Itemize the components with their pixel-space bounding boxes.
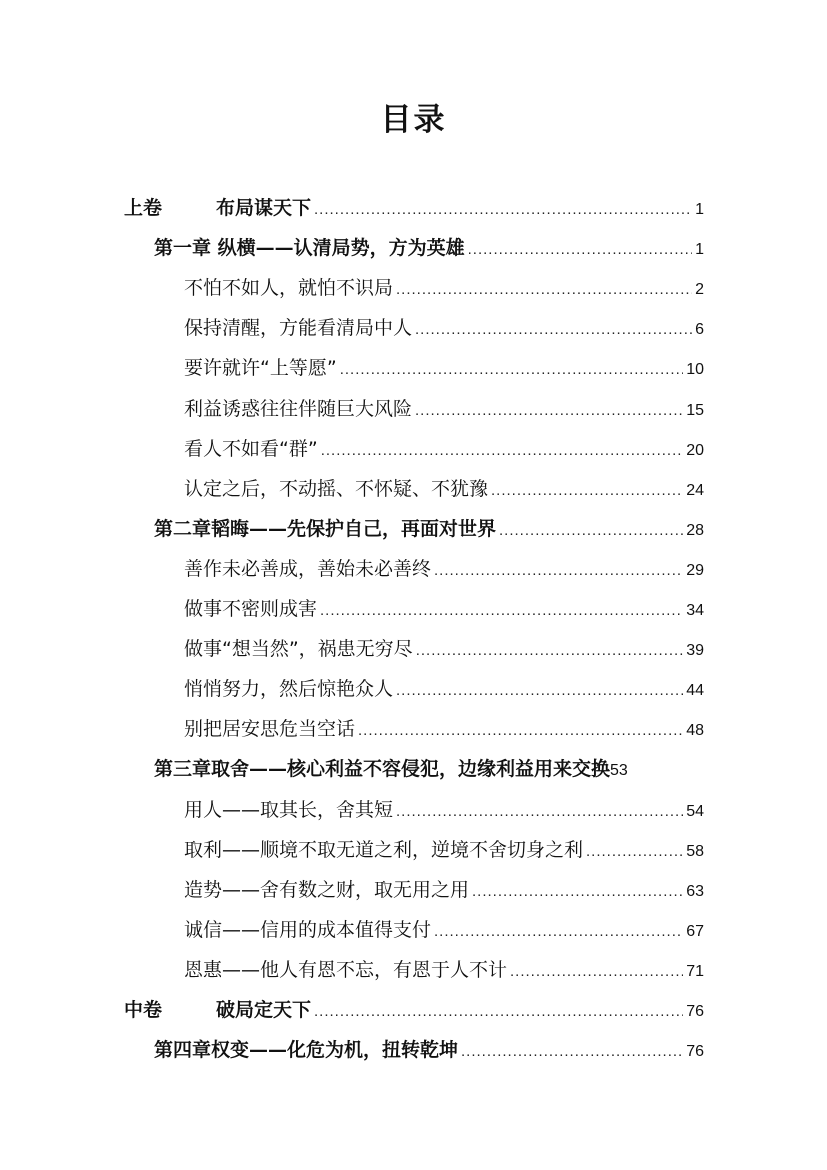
toc-entry-section[interactable] xyxy=(184,549,704,589)
dot-leader xyxy=(472,872,683,912)
toc-entry-section[interactable] xyxy=(184,469,704,509)
dot-leader xyxy=(491,471,683,511)
toc-entry-part[interactable] xyxy=(124,188,704,228)
dot-leader xyxy=(468,230,692,270)
toc-entry-section[interactable] xyxy=(184,589,704,629)
toc-entry-title xyxy=(184,830,583,870)
dot-leader xyxy=(340,350,684,390)
toc-entry-text: 别把居安思危当空话 xyxy=(184,718,356,741)
page-number: 67 xyxy=(686,922,704,940)
toc-entry-title xyxy=(154,509,496,549)
toc-entry-title xyxy=(184,870,469,910)
toc-entry-title xyxy=(154,228,465,268)
toc-entry-text: 做事不密则成害 xyxy=(184,598,318,620)
toc-entry-section[interactable] xyxy=(184,950,704,990)
toc-entry-text: 用人——取其长，舍其短 xyxy=(184,798,394,821)
dot-leader xyxy=(586,832,683,872)
toc-entry-text: 善作未必善成，善始未必善终 xyxy=(184,557,432,580)
part-label: 上卷 xyxy=(124,197,163,219)
toc-entry-text: 第三章取舍——核心利益不容侵犯，边缘利益用来交换 xyxy=(154,758,611,781)
dot-leader xyxy=(415,391,683,431)
toc-entry-title xyxy=(184,669,393,709)
toc-entry-chapter[interactable] xyxy=(154,509,704,549)
page-number: 1 xyxy=(695,241,704,259)
toc-entry-text: 诚信——信用的成本值得支付 xyxy=(184,918,432,941)
dot-leader xyxy=(314,992,683,1032)
page-number: 58 xyxy=(686,842,704,860)
toc-entry-text: 做事“想当然”，祸患无穷尽 xyxy=(184,638,413,661)
toc-entry-title xyxy=(184,348,337,388)
toc-entry-title xyxy=(124,188,311,228)
toc-entry-chapter[interactable] xyxy=(154,228,704,268)
toc-entry-text: 保持清醒，方能看清局中人 xyxy=(184,317,413,340)
page-number: 2 xyxy=(695,281,704,299)
dot-leader xyxy=(320,591,683,631)
toc-entry-section[interactable] xyxy=(184,870,704,910)
toc-entry-text: 看人不如看“群” xyxy=(184,437,318,460)
page-number: 34 xyxy=(686,602,704,619)
dot-leader xyxy=(321,431,684,471)
page-number: 6 xyxy=(695,321,704,339)
page-number: 20 xyxy=(686,441,704,459)
toc-entry-title xyxy=(184,790,393,830)
toc-entry-text: 恩惠——他人有恩不忘，有恩于人不计 xyxy=(184,958,508,981)
toc-entry-text: 悄悄努力，然后惊艳众人 xyxy=(184,678,394,701)
toc-entry-text: 造势——舍有数之财，取无用之用 xyxy=(184,878,470,901)
toc-entry-title xyxy=(184,589,317,629)
dot-leader xyxy=(415,310,692,350)
toc-entry-section[interactable] xyxy=(184,389,704,429)
dot-leader xyxy=(461,1032,683,1072)
toc-entry-part[interactable] xyxy=(124,990,704,1030)
part-label: 中卷 xyxy=(124,999,163,1021)
dot-leader xyxy=(510,952,683,992)
page-number: 54 xyxy=(686,802,704,820)
toc-entry-title xyxy=(124,990,311,1030)
dot-leader xyxy=(396,270,692,310)
dot-leader xyxy=(358,711,683,751)
toc-entry-title xyxy=(184,389,412,429)
page-number: 10 xyxy=(686,361,704,379)
page-number: 71 xyxy=(686,962,704,980)
toc-entry-text: 第一章 纵横——认清局势，方为英雄 xyxy=(154,237,465,260)
dot-leader xyxy=(396,671,683,711)
toc-entry-title xyxy=(184,429,318,469)
toc-entry-section[interactable] xyxy=(184,348,704,388)
page-number: 44 xyxy=(686,682,704,700)
page-number: 48 xyxy=(686,722,704,740)
page-title: 目录 xyxy=(380,102,447,138)
page-number: 63 xyxy=(686,882,704,900)
toc-entry-title xyxy=(154,749,610,789)
toc-entry-text: 破局定天下 xyxy=(216,999,312,1021)
toc-entry-title xyxy=(154,1030,458,1070)
toc-entry-text: 第四章权变——化危为机，扭转乾坤 xyxy=(154,1039,459,1062)
toc-entry-title xyxy=(184,308,412,348)
toc-entry-title xyxy=(184,709,355,749)
toc-entry-text: 不怕不如人，就怕不识局 xyxy=(184,277,394,300)
toc-entry-title xyxy=(184,549,431,589)
dot-leader xyxy=(314,190,692,230)
page-number: 15 xyxy=(686,401,704,419)
toc-entry-section[interactable] xyxy=(184,429,704,469)
toc-entry-section[interactable] xyxy=(184,629,704,669)
toc-entry-title xyxy=(184,629,413,669)
toc-entry-title xyxy=(184,469,488,509)
toc-entry-title xyxy=(184,950,507,990)
toc-entry-chapter[interactable] xyxy=(154,749,704,789)
toc-entry-section[interactable] xyxy=(184,308,704,348)
toc-entry-text: 第二章韬晦——先保护自己，再面对世界 xyxy=(154,517,497,540)
toc-entry-title xyxy=(184,268,393,308)
page-number: 1 xyxy=(695,201,704,218)
page-number: 24 xyxy=(686,481,704,499)
toc-entry-section[interactable] xyxy=(184,669,704,709)
toc-entry-section[interactable] xyxy=(184,709,704,749)
dot-leader xyxy=(416,631,684,671)
page-number: 39 xyxy=(686,642,704,660)
toc-entry-section[interactable] xyxy=(184,830,704,870)
toc-entry-title xyxy=(184,910,431,950)
dot-leader xyxy=(434,912,683,952)
toc-entry-text: 认定之后，不动摇、不怀疑、不犹豫 xyxy=(184,477,489,500)
toc-entry-text: 要许就许“上等愿” xyxy=(184,357,337,380)
page-number: 28 xyxy=(686,521,704,539)
toc-entry-text: 利益诱惑往往伴随巨大风险 xyxy=(184,397,413,420)
dot-leader xyxy=(499,511,683,551)
page-number: 76 xyxy=(686,1003,704,1020)
page-number: 29 xyxy=(686,561,704,579)
toc-entry-section[interactable] xyxy=(184,268,704,308)
page-number: 53 xyxy=(610,762,628,780)
toc-entry-section[interactable] xyxy=(184,910,704,950)
dot-leader xyxy=(396,792,683,832)
toc-entry-chapter[interactable] xyxy=(154,1030,704,1070)
toc-entry-section[interactable] xyxy=(184,790,704,830)
dot-leader xyxy=(434,551,683,591)
toc-entry-text: 布局谋天下 xyxy=(216,197,312,219)
page-number: 76 xyxy=(686,1043,704,1061)
toc-entry-text: 取利——顺境不取无道之利，逆境不舍切身之利 xyxy=(184,838,584,861)
